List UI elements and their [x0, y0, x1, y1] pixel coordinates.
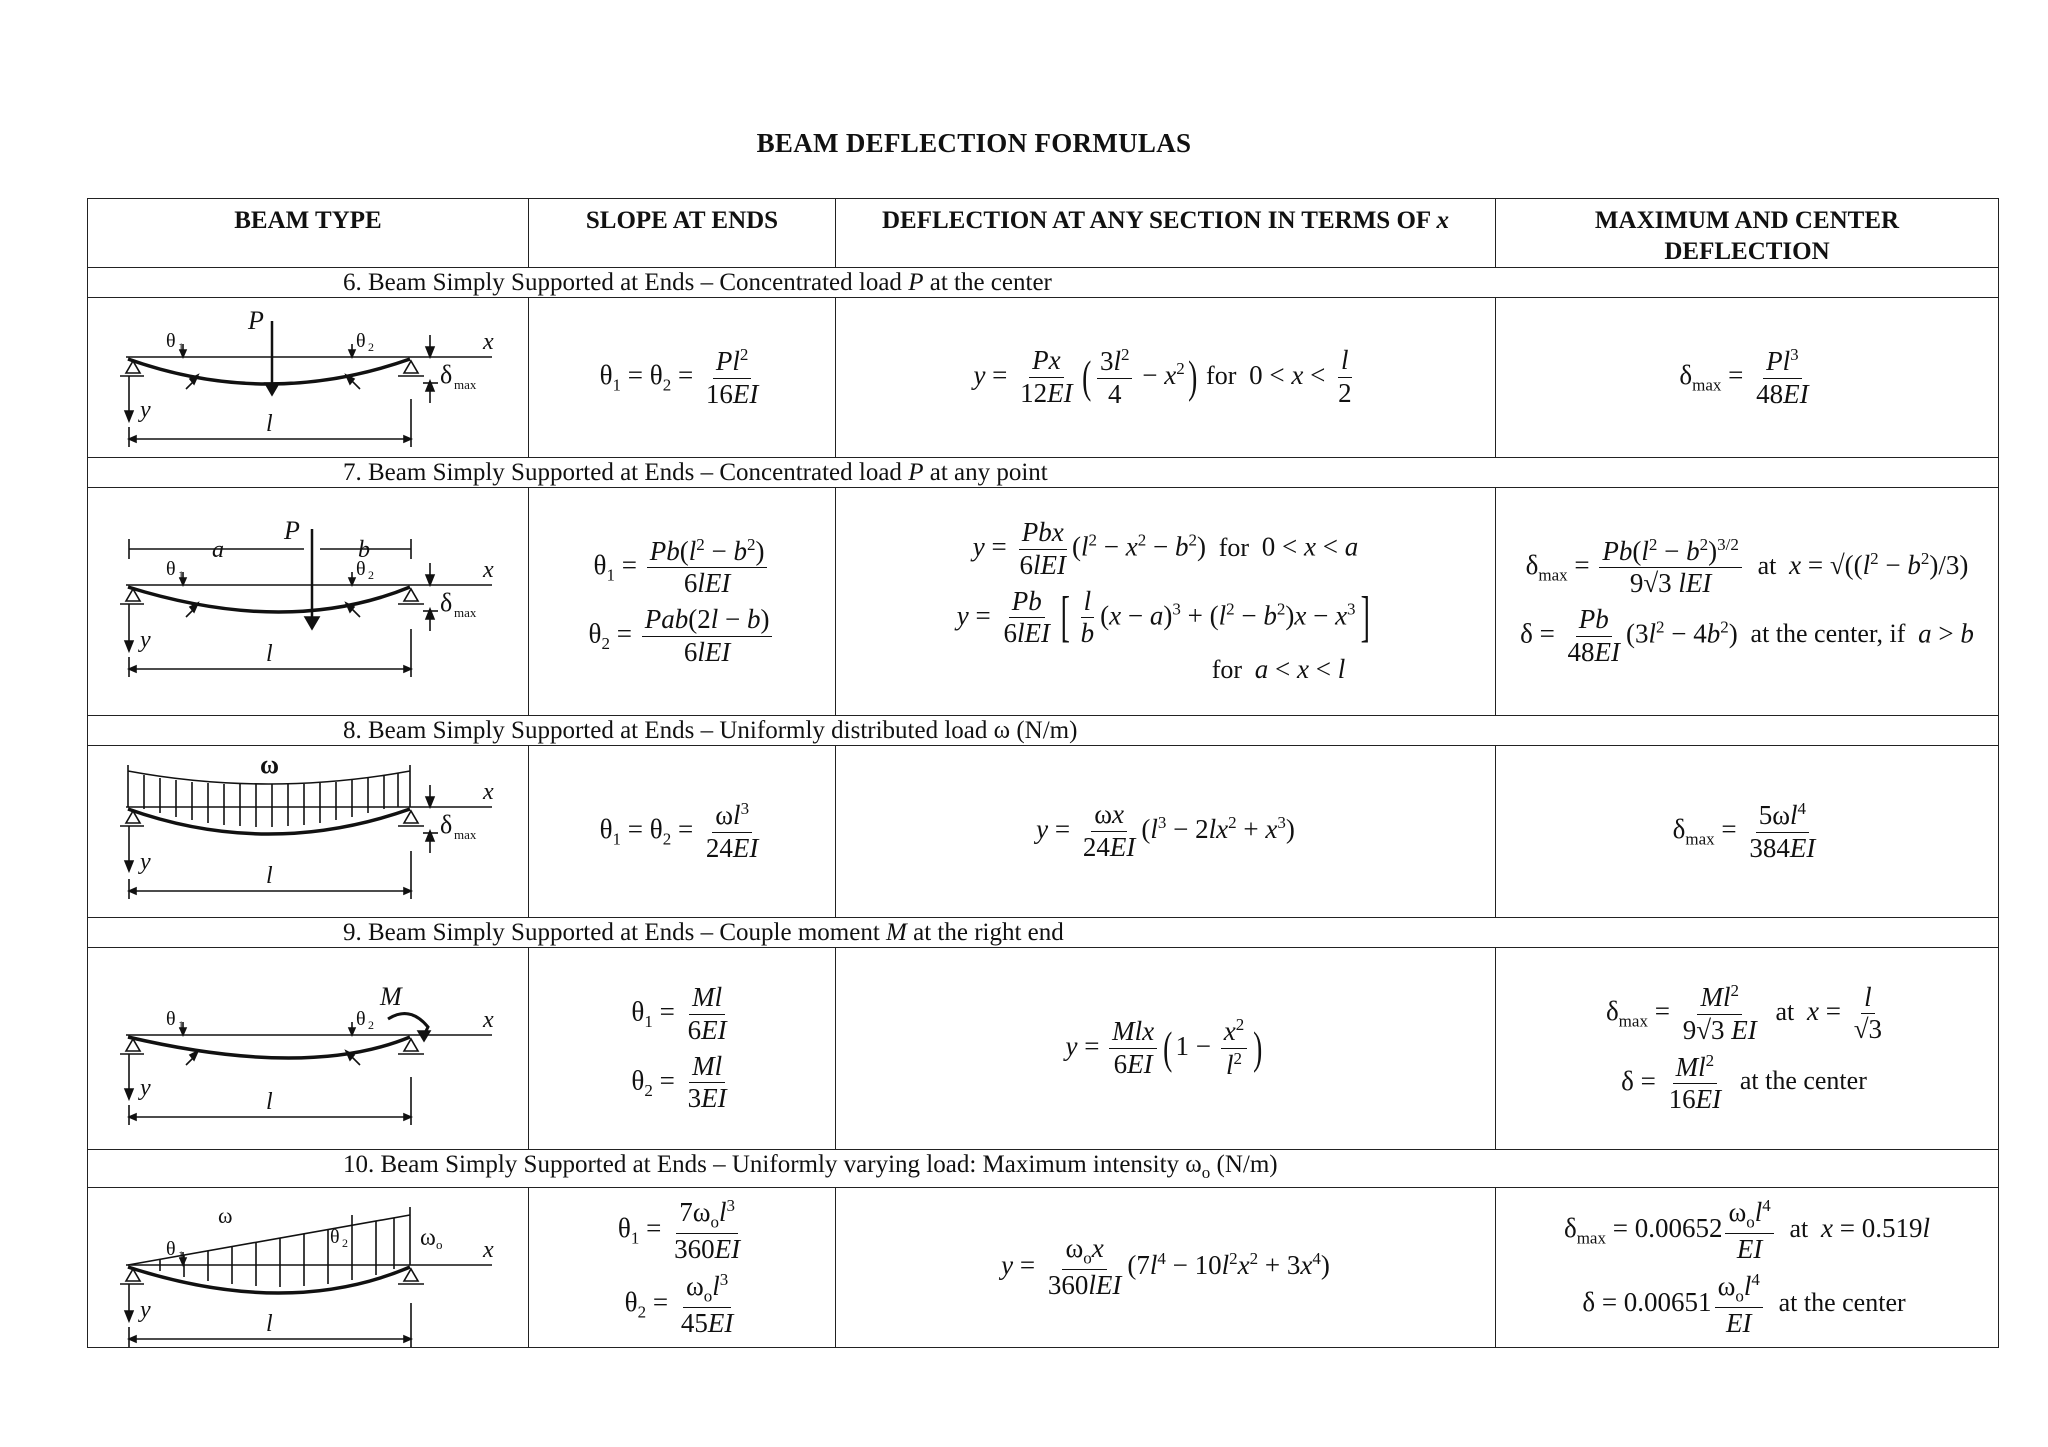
diagram-label-x: x: [483, 1236, 494, 1263]
case-7-max: $\delta_{max}$ = $\frac{Pb(l^2 - b^2)^{3/2}}{\text{9√3 lEI}}$ at $x = √((l^2 - b^2)/3)$ δ = $\frac{Pb}{48EI}$ $(3l^2 - 4b^2)$ at the center, if a > b: [1496, 488, 1999, 716]
case-7-deflection: y = $\frac{\text{Pbx}}{\text{6lEI}}$ $(l^2 - x^2 - b^2)$ for 0 < x < a y = $\frac{Pb}{\text{6lEI}}$ [ $\frac{l}{b}$ $(x - a)^3 + (l^2 - b^2)x - x^3$] for a < x < l: [836, 488, 1496, 716]
label-for: for: [1211, 655, 1243, 685]
label-at: at: [1789, 1213, 1809, 1243]
label-at-center: at the center: [1778, 1287, 1906, 1317]
diagram-label-P: P: [248, 305, 264, 335]
case-9-diagram: [88, 948, 529, 1150]
diagram-label-omega-o: ω: [420, 1224, 436, 1251]
diagram-label-theta2: θ: [330, 1225, 340, 1248]
diagram-label-delta: δ: [440, 809, 453, 839]
case-8-title: [88, 716, 1999, 746]
diagram-label-y: y: [140, 1074, 151, 1101]
diagram-label-theta1: θ: [166, 557, 176, 580]
diagram-label-max: max: [454, 826, 477, 842]
case-8-slope: $\theta_1 = \theta_2$ = $\frac{\omega l^3}{24EI}$: [529, 746, 836, 918]
case-10-deflection: y = $\frac{\omega_ox}{\text{360lEI}}$ $(7l^4 - 10l^2x^2 + 3x^4)$: [836, 1188, 1496, 1348]
diagram-label-delta: δ: [440, 587, 453, 617]
diagram-label-y: y: [140, 848, 151, 875]
case-title-row: [88, 458, 1999, 488]
diagram-label-l: l: [266, 862, 273, 889]
case-6-slope: $\theta_1 = \theta_2$ = $\frac{Pl^2}{16EI}$: [529, 298, 836, 458]
case-10-max: $\delta_{max} = 0.00652$ $\frac{\omega_ol^4}{EI}$ at x = 0.519l δ = 0.00651 $\frac{\omega_ol^4}{EI}$ at the center: [1496, 1188, 1999, 1348]
diagram-label-sub1: 1: [178, 1247, 184, 1262]
case-6-title: [88, 268, 1999, 298]
case-title-var: M: [886, 919, 907, 946]
diagram-label-theta1: θ: [166, 1237, 176, 1260]
header-max-line2: DEFLECTION: [1664, 238, 1830, 265]
case-8-row: [88, 746, 1999, 918]
label-at-center-if: at the center, if: [1750, 619, 1906, 649]
case-6-diagram: [88, 298, 529, 458]
diagram-label-delta: δ: [440, 359, 453, 389]
diagram-label-sub1: 1: [178, 567, 184, 582]
case-9-title: [88, 918, 1999, 948]
diagram-label-l: l: [266, 1310, 273, 1337]
case-6-max: $\delta_{max}$ = $\frac{Pl^3}{48EI}$: [1496, 298, 1999, 458]
header-deflection-var: x: [1436, 207, 1450, 234]
label-for: for: [1218, 532, 1250, 562]
case-title-text: at the center: [923, 269, 1052, 296]
case-title-text: 7. Beam Simply Supported at Ends – Concentrated load: [343, 459, 909, 486]
beam-diagram-center-load: [88, 299, 529, 457]
case-title-var: P: [908, 459, 924, 486]
case-title-text: 8. Beam Simply Supported at Ends – Uniformly distributed load ω (N/m): [343, 717, 1078, 744]
diagram-label-sub1: 1: [178, 339, 184, 354]
diagram-label-x: x: [483, 556, 494, 583]
diagram-label-sub2: 2: [368, 567, 374, 582]
diagram-label-y: y: [140, 626, 151, 653]
case-7-row: [88, 488, 1999, 716]
case-8-deflection: y = $\frac{\omega x}{24EI}$ $(l^3 - 2lx^2 + x^3)$: [836, 746, 1496, 918]
diagram-label-sub2: 2: [368, 339, 374, 354]
beam-diagram-varying-load: [88, 1189, 529, 1347]
diagram-label-M: M: [380, 981, 402, 1011]
diagram-label-x: x: [483, 1006, 494, 1033]
beam-diagram-couple-moment: [88, 949, 529, 1149]
case-title-text: 9. Beam Simply Supported at Ends – Couple moment: [343, 919, 887, 946]
case-title-row: [88, 268, 1999, 298]
diagram-label-theta2: θ: [356, 1007, 366, 1030]
diagram-label-l: l: [266, 640, 273, 667]
diagram-label-l: l: [266, 410, 273, 437]
case-9-max: $\delta_{max}$ = $\frac{Ml^2}{9√3 EI}$ at x = $\frac{l}{√3}$ δ = $\frac{Ml^2}{16EI}$ at the center: [1496, 948, 1999, 1150]
header-beam-type: BEAM TYPE: [88, 199, 529, 268]
header-slope: SLOPE AT ENDS: [529, 199, 836, 268]
case-8-diagram: [88, 746, 529, 918]
case-7-diagram: [88, 488, 529, 716]
diagram-label-x: x: [483, 328, 494, 355]
header-deflection-text: DEFLECTION AT ANY SECTION IN TERMS OF: [881, 207, 1431, 234]
diagram-label-l: l: [266, 1088, 273, 1115]
diagram-label-theta1: θ: [166, 1007, 176, 1030]
diagram-label-sub1: 1: [178, 1017, 184, 1032]
diagram-label-x: x: [483, 778, 494, 805]
diagram-label-omega: ω: [260, 749, 280, 779]
diagram-label-sub2: 2: [368, 1017, 374, 1032]
diagram-label-b: b: [358, 536, 370, 563]
header-max: [1496, 199, 1999, 268]
beam-diagram-point-load: [88, 489, 529, 715]
case-10-title: [88, 1150, 1999, 1188]
formula-table: [87, 198, 1999, 1348]
diagram-label-theta2: θ: [356, 557, 366, 580]
case-title-sub: o: [1201, 1163, 1211, 1182]
case-6-deflection: y = $\frac{Px}{12EI}$ ( $\frac{3l^2}{4}$ − $x^2$) for 0 < x < $\frac{l}{2}$: [836, 298, 1496, 458]
header-row: [88, 199, 1999, 268]
diagram-label-y: y: [140, 396, 151, 423]
diagram-label-max: max: [454, 604, 477, 620]
case-9-slope: $\theta_1$ = $\frac{Ml}{6EI}$ $\theta_2$ = $\frac{Ml}{3EI}$: [529, 948, 836, 1150]
case-10-diagram: [88, 1188, 529, 1348]
case-9-deflection: y = $\frac{\text{Mlx}}{6EI}$ ( 1 − $\frac{x^2}{l^2}$ ): [836, 948, 1496, 1150]
case-title-text: 6. Beam Simply Supported at Ends – Concentrated load: [343, 269, 909, 296]
label-at-center: at the center: [1739, 1066, 1867, 1096]
diagram-label-sub2: 2: [342, 1235, 348, 1250]
header-deflection: [836, 199, 1496, 268]
diagram-label-theta1: θ: [166, 329, 176, 352]
label-at: at: [1757, 550, 1777, 580]
case-title-row: [88, 1150, 1999, 1188]
case-title-var: P: [908, 269, 924, 296]
case-title-text: 10. Beam Simply Supported at Ends – Uniformly varying load: Maximum intensity ω: [343, 1151, 1202, 1178]
page-title: BEAM DEFLECTION FORMULAS: [756, 128, 1192, 158]
case-7-title: [88, 458, 1999, 488]
case-7-slope: $\theta_1$ = $\frac{Pb(l^2 - b^2)}{\text{6lEI}}$ $\theta_2$ = $\frac{\text{Pab(2l − b)}}{\text{6lEI}}$: [529, 488, 836, 716]
case-title-text: at the right end: [906, 919, 1064, 946]
beam-diagram-uniform-load: [88, 747, 529, 917]
case-10-slope: $\theta_1$ = $\frac{7\omega_ol^3}{360EI}$ $\theta_2$ = $\frac{\omega_ol^3}{45EI}$: [529, 1188, 836, 1348]
case-title-text: at any point: [923, 459, 1048, 486]
case-8-max: $\delta_{max}$ = $\frac{5\omega l^4}{384EI}$: [1496, 746, 1999, 918]
label-for: for: [1206, 360, 1237, 390]
label-at: at: [1775, 997, 1795, 1027]
case-title-row: [88, 918, 1999, 948]
diagram-label-theta2: θ: [356, 329, 366, 352]
case-title-text: (N/m): [1210, 1151, 1278, 1178]
header-max-line1: MAXIMUM AND CENTER: [1594, 207, 1900, 234]
diagram-label-max: max: [454, 376, 477, 392]
diagram-label-omega: ω: [218, 1202, 233, 1228]
diagram-label-y: y: [140, 1296, 151, 1323]
case-9-row: [88, 948, 1999, 1150]
diagram-label-a: a: [212, 536, 224, 563]
case-6-row: [88, 298, 1999, 458]
diagram-label-o: o: [436, 1236, 443, 1252]
case-title-row: [88, 716, 1999, 746]
case-10-row: [88, 1188, 1999, 1348]
diagram-label-P: P: [284, 515, 300, 545]
